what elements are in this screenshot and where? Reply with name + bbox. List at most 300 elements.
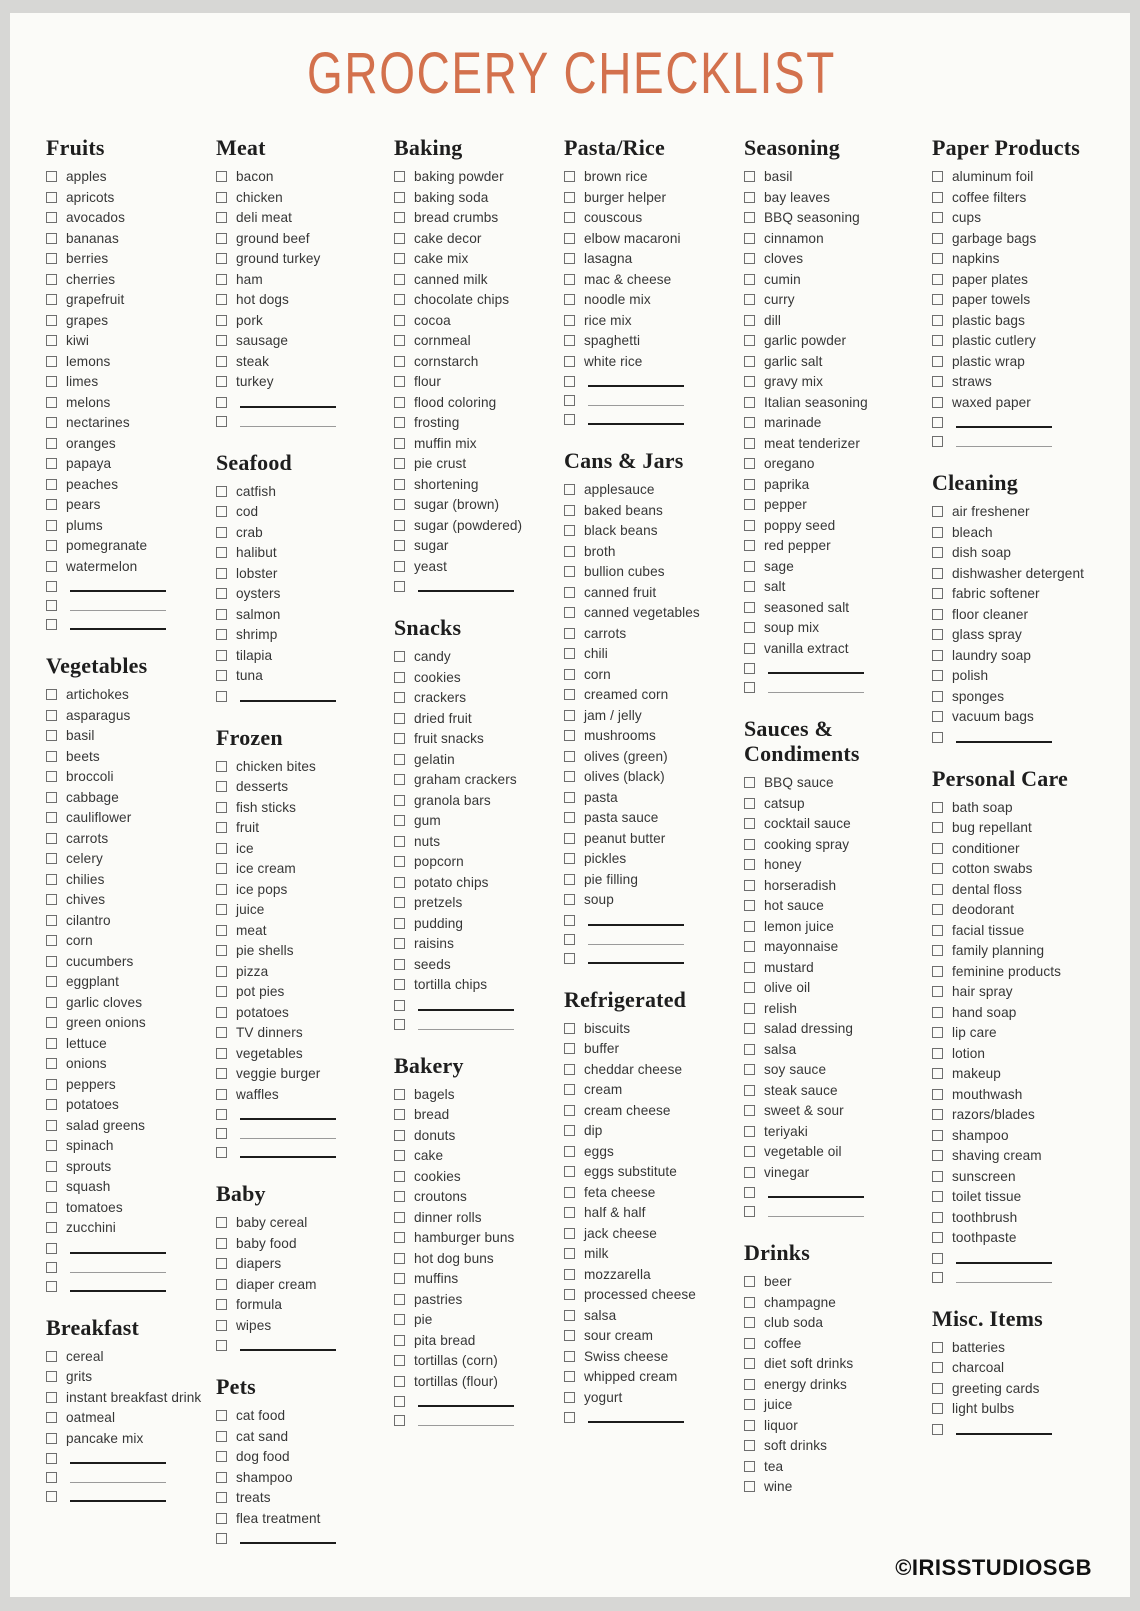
checkbox-icon[interactable] (932, 1048, 943, 1059)
checkbox-icon[interactable] (46, 1262, 57, 1273)
checkbox-icon[interactable] (46, 997, 57, 1008)
checkbox-icon[interactable] (564, 628, 575, 639)
checkbox-icon[interactable] (744, 397, 755, 408)
checkbox-icon[interactable] (932, 171, 943, 182)
checkbox-icon[interactable] (932, 904, 943, 915)
checkbox-icon[interactable] (46, 315, 57, 326)
checkbox-icon[interactable] (744, 1044, 755, 1055)
checkbox-icon[interactable] (394, 520, 405, 531)
write-in-line[interactable] (768, 1183, 864, 1198)
checkbox-icon[interactable] (564, 1146, 575, 1157)
checkbox-icon[interactable] (394, 1000, 405, 1011)
checkbox-icon[interactable] (216, 568, 227, 579)
checkbox-icon[interactable] (744, 798, 755, 809)
write-in-line[interactable] (240, 687, 336, 702)
checkbox-icon[interactable] (932, 1027, 943, 1038)
checkbox-icon[interactable] (744, 1379, 755, 1390)
write-in-line[interactable] (956, 728, 1052, 743)
checkbox-icon[interactable] (394, 815, 405, 826)
checkbox-icon[interactable] (744, 1146, 755, 1157)
checkbox-icon[interactable] (932, 1109, 943, 1120)
checkbox-icon[interactable] (932, 1342, 943, 1353)
write-in-line[interactable] (70, 577, 166, 592)
checkbox-icon[interactable] (564, 566, 575, 577)
checkbox-icon[interactable] (394, 315, 405, 326)
checkbox-icon[interactable] (394, 356, 405, 367)
checkbox-icon[interactable] (564, 233, 575, 244)
checkbox-icon[interactable] (394, 897, 405, 908)
checkbox-icon[interactable] (46, 1120, 57, 1131)
checkbox-icon[interactable] (394, 1130, 405, 1141)
checkbox-icon[interactable] (744, 1206, 755, 1217)
checkbox-icon[interactable] (932, 192, 943, 203)
checkbox-icon[interactable] (46, 619, 57, 630)
checkbox-icon[interactable] (932, 925, 943, 936)
checkbox-icon[interactable] (564, 1064, 575, 1075)
checkbox-icon[interactable] (932, 884, 943, 895)
checkbox-icon[interactable] (216, 609, 227, 620)
checkbox-icon[interactable] (744, 1064, 755, 1075)
checkbox-icon[interactable] (932, 1232, 943, 1243)
checkbox-icon[interactable] (564, 356, 575, 367)
checkbox-icon[interactable] (394, 233, 405, 244)
checkbox-icon[interactable] (564, 771, 575, 782)
checkbox-icon[interactable] (46, 1058, 57, 1069)
checkbox-icon[interactable] (46, 771, 57, 782)
checkbox-icon[interactable] (744, 1003, 755, 1014)
checkbox-icon[interactable] (564, 894, 575, 905)
checkbox-icon[interactable] (932, 335, 943, 346)
checkbox-icon[interactable] (394, 1314, 405, 1325)
write-in-line[interactable] (240, 1529, 336, 1544)
checkbox-icon[interactable] (46, 1161, 57, 1172)
checkbox-icon[interactable] (744, 274, 755, 285)
checkbox-icon[interactable] (46, 874, 57, 885)
checkbox-icon[interactable] (216, 1513, 227, 1524)
checkbox-icon[interactable] (744, 818, 755, 829)
checkbox-icon[interactable] (216, 1048, 227, 1059)
checkbox-icon[interactable] (216, 1068, 227, 1079)
checkbox-icon[interactable] (216, 925, 227, 936)
checkbox-icon[interactable] (564, 669, 575, 680)
checkbox-icon[interactable] (394, 692, 405, 703)
checkbox-icon[interactable] (564, 874, 575, 885)
checkbox-icon[interactable] (46, 751, 57, 762)
checkbox-icon[interactable] (216, 1279, 227, 1290)
checkbox-icon[interactable] (394, 959, 405, 970)
checkbox-icon[interactable] (216, 274, 227, 285)
checkbox-icon[interactable] (394, 192, 405, 203)
checkbox-icon[interactable] (46, 1017, 57, 1028)
checkbox-icon[interactable] (564, 274, 575, 285)
checkbox-icon[interactable] (564, 1228, 575, 1239)
checkbox-icon[interactable] (932, 1007, 943, 1018)
checkbox-icon[interactable] (46, 894, 57, 905)
checkbox-icon[interactable] (216, 966, 227, 977)
checkbox-icon[interactable] (216, 1410, 227, 1421)
checkbox-icon[interactable] (46, 689, 57, 700)
checkbox-icon[interactable] (46, 1371, 57, 1382)
checkbox-icon[interactable] (216, 1007, 227, 1018)
checkbox-icon[interactable] (46, 1281, 57, 1292)
checkbox-icon[interactable] (744, 1126, 755, 1137)
checkbox-icon[interactable] (216, 397, 227, 408)
checkbox-icon[interactable] (216, 253, 227, 264)
checkbox-icon[interactable] (46, 1412, 57, 1423)
checkbox-icon[interactable] (744, 561, 755, 572)
checkbox-icon[interactable] (394, 1191, 405, 1202)
checkbox-icon[interactable] (394, 1171, 405, 1182)
checkbox-icon[interactable] (394, 1150, 405, 1161)
checkbox-icon[interactable] (564, 689, 575, 700)
checkbox-icon[interactable] (46, 833, 57, 844)
checkbox-icon[interactable] (394, 1212, 405, 1223)
checkbox-icon[interactable] (564, 730, 575, 741)
checkbox-icon[interactable] (932, 986, 943, 997)
write-in-line[interactable] (768, 1202, 864, 1217)
checkbox-icon[interactable] (932, 1272, 943, 1283)
checkbox-icon[interactable] (744, 581, 755, 592)
checkbox-icon[interactable] (744, 458, 755, 469)
write-in-line[interactable] (240, 1124, 336, 1139)
checkbox-icon[interactable] (394, 1335, 405, 1346)
checkbox-icon[interactable] (394, 836, 405, 847)
checkbox-icon[interactable] (564, 1248, 575, 1259)
checkbox-icon[interactable] (932, 274, 943, 285)
checkbox-icon[interactable] (46, 1472, 57, 1483)
checkbox-icon[interactable] (216, 691, 227, 702)
checkbox-icon[interactable] (744, 1481, 755, 1492)
checkbox-icon[interactable] (932, 376, 943, 387)
checkbox-icon[interactable] (216, 863, 227, 874)
checkbox-icon[interactable] (46, 812, 57, 823)
checkbox-icon[interactable] (932, 1068, 943, 1079)
checkbox-icon[interactable] (744, 941, 755, 952)
write-in-line[interactable] (956, 1268, 1052, 1283)
checkbox-icon[interactable] (744, 212, 755, 223)
checkbox-icon[interactable] (216, 486, 227, 497)
checkbox-icon[interactable] (216, 294, 227, 305)
checkbox-icon[interactable] (564, 1084, 575, 1095)
checkbox-icon[interactable] (216, 1299, 227, 1310)
checkbox-icon[interactable] (216, 1027, 227, 1038)
checkbox-icon[interactable] (216, 1451, 227, 1462)
checkbox-icon[interactable] (932, 945, 943, 956)
checkbox-icon[interactable] (932, 588, 943, 599)
checkbox-icon[interactable] (744, 1105, 755, 1116)
checkbox-icon[interactable] (932, 1089, 943, 1100)
checkbox-icon[interactable] (744, 1358, 755, 1369)
checkbox-icon[interactable] (564, 484, 575, 495)
checkbox-icon[interactable] (744, 1167, 755, 1178)
write-in-line[interactable] (240, 1336, 336, 1351)
checkbox-icon[interactable] (744, 1399, 755, 1410)
checkbox-icon[interactable] (394, 1089, 405, 1100)
checkbox-icon[interactable] (932, 691, 943, 702)
write-in-line[interactable] (588, 1408, 684, 1423)
checkbox-icon[interactable] (46, 192, 57, 203)
checkbox-icon[interactable] (564, 376, 575, 387)
checkbox-icon[interactable] (216, 506, 227, 517)
checkbox-icon[interactable] (216, 1492, 227, 1503)
checkbox-icon[interactable] (932, 863, 943, 874)
checkbox-icon[interactable] (46, 935, 57, 946)
checkbox-icon[interactable] (394, 397, 405, 408)
checkbox-icon[interactable] (932, 1130, 943, 1141)
checkbox-icon[interactable] (46, 376, 57, 387)
checkbox-icon[interactable] (932, 732, 943, 743)
checkbox-icon[interactable] (46, 274, 57, 285)
checkbox-icon[interactable] (46, 253, 57, 264)
checkbox-icon[interactable] (564, 1330, 575, 1341)
checkbox-icon[interactable] (744, 335, 755, 346)
checkbox-icon[interactable] (932, 547, 943, 558)
checkbox-icon[interactable] (46, 1181, 57, 1192)
write-in-line[interactable] (956, 413, 1052, 428)
write-in-line[interactable] (588, 372, 684, 387)
write-in-line[interactable] (70, 596, 166, 611)
write-in-line[interactable] (70, 615, 166, 630)
checkbox-icon[interactable] (46, 1202, 57, 1213)
checkbox-icon[interactable] (932, 1403, 943, 1414)
write-in-line[interactable] (70, 1468, 166, 1483)
checkbox-icon[interactable] (46, 479, 57, 490)
checkbox-icon[interactable] (394, 1294, 405, 1305)
checkbox-icon[interactable] (216, 1128, 227, 1139)
write-in-line[interactable] (70, 1487, 166, 1502)
checkbox-icon[interactable] (744, 839, 755, 850)
checkbox-icon[interactable] (744, 294, 755, 305)
checkbox-icon[interactable] (932, 966, 943, 977)
checkbox-icon[interactable] (216, 843, 227, 854)
checkbox-icon[interactable] (564, 812, 575, 823)
write-in-line[interactable] (956, 1249, 1052, 1264)
checkbox-icon[interactable] (744, 253, 755, 264)
checkbox-icon[interactable] (744, 1338, 755, 1349)
checkbox-icon[interactable] (216, 376, 227, 387)
checkbox-icon[interactable] (46, 1243, 57, 1254)
checkbox-icon[interactable] (564, 648, 575, 659)
write-in-line[interactable] (418, 1411, 514, 1426)
checkbox-icon[interactable] (564, 1187, 575, 1198)
checkbox-icon[interactable] (394, 212, 405, 223)
write-in-line[interactable] (418, 577, 514, 592)
checkbox-icon[interactable] (932, 822, 943, 833)
checkbox-icon[interactable] (216, 802, 227, 813)
checkbox-icon[interactable] (46, 335, 57, 346)
checkbox-icon[interactable] (216, 192, 227, 203)
checkbox-icon[interactable] (932, 436, 943, 447)
checkbox-icon[interactable] (744, 417, 755, 428)
checkbox-icon[interactable] (564, 751, 575, 762)
checkbox-icon[interactable] (932, 315, 943, 326)
checkbox-icon[interactable] (564, 1207, 575, 1218)
checkbox-icon[interactable] (216, 629, 227, 640)
checkbox-icon[interactable] (46, 792, 57, 803)
checkbox-icon[interactable] (394, 1253, 405, 1264)
checkbox-icon[interactable] (744, 540, 755, 551)
checkbox-icon[interactable] (216, 1089, 227, 1100)
checkbox-icon[interactable] (932, 397, 943, 408)
write-in-line[interactable] (588, 391, 684, 406)
checkbox-icon[interactable] (46, 730, 57, 741)
checkbox-icon[interactable] (394, 672, 405, 683)
checkbox-icon[interactable] (564, 1392, 575, 1403)
write-in-line[interactable] (588, 930, 684, 945)
checkbox-icon[interactable] (394, 1019, 405, 1030)
checkbox-icon[interactable] (46, 417, 57, 428)
checkbox-icon[interactable] (394, 479, 405, 490)
checkbox-icon[interactable] (394, 499, 405, 510)
checkbox-icon[interactable] (46, 499, 57, 510)
checkbox-icon[interactable] (216, 761, 227, 772)
checkbox-icon[interactable] (932, 1212, 943, 1223)
checkbox-icon[interactable] (216, 781, 227, 792)
checkbox-icon[interactable] (744, 356, 755, 367)
checkbox-icon[interactable] (46, 1140, 57, 1151)
checkbox-icon[interactable] (932, 417, 943, 428)
checkbox-icon[interactable] (744, 1297, 755, 1308)
checkbox-icon[interactable] (394, 713, 405, 724)
checkbox-icon[interactable] (216, 1109, 227, 1120)
checkbox-icon[interactable] (46, 581, 57, 592)
checkbox-icon[interactable] (46, 956, 57, 967)
checkbox-icon[interactable] (744, 233, 755, 244)
checkbox-icon[interactable] (46, 561, 57, 572)
checkbox-icon[interactable] (932, 233, 943, 244)
checkbox-icon[interactable] (46, 356, 57, 367)
checkbox-icon[interactable] (744, 520, 755, 531)
checkbox-icon[interactable] (394, 938, 405, 949)
checkbox-icon[interactable] (216, 1340, 227, 1351)
checkbox-icon[interactable] (564, 1043, 575, 1054)
checkbox-icon[interactable] (46, 520, 57, 531)
checkbox-icon[interactable] (216, 945, 227, 956)
checkbox-icon[interactable] (46, 600, 57, 611)
checkbox-icon[interactable] (46, 1222, 57, 1233)
checkbox-icon[interactable] (564, 1125, 575, 1136)
checkbox-icon[interactable] (394, 438, 405, 449)
checkbox-icon[interactable] (564, 546, 575, 557)
checkbox-icon[interactable] (394, 253, 405, 264)
checkbox-icon[interactable] (216, 233, 227, 244)
checkbox-icon[interactable] (564, 335, 575, 346)
write-in-line[interactable] (240, 1105, 336, 1120)
checkbox-icon[interactable] (216, 1258, 227, 1269)
checkbox-icon[interactable] (216, 1533, 227, 1544)
checkbox-icon[interactable] (394, 918, 405, 929)
checkbox-icon[interactable] (394, 651, 405, 662)
checkbox-icon[interactable] (744, 602, 755, 613)
checkbox-icon[interactable] (216, 171, 227, 182)
checkbox-icon[interactable] (216, 212, 227, 223)
checkbox-icon[interactable] (932, 1383, 943, 1394)
checkbox-icon[interactable] (564, 1310, 575, 1321)
checkbox-icon[interactable] (216, 1217, 227, 1228)
checkbox-icon[interactable] (394, 1355, 405, 1366)
checkbox-icon[interactable] (216, 356, 227, 367)
checkbox-icon[interactable] (216, 1147, 227, 1158)
write-in-line[interactable] (956, 432, 1052, 447)
checkbox-icon[interactable] (744, 192, 755, 203)
checkbox-icon[interactable] (564, 212, 575, 223)
checkbox-icon[interactable] (564, 171, 575, 182)
checkbox-icon[interactable] (932, 1253, 943, 1264)
checkbox-icon[interactable] (744, 438, 755, 449)
checkbox-icon[interactable] (394, 540, 405, 551)
checkbox-icon[interactable] (216, 335, 227, 346)
checkbox-icon[interactable] (564, 1105, 575, 1116)
checkbox-icon[interactable] (46, 397, 57, 408)
checkbox-icon[interactable] (216, 588, 227, 599)
checkbox-icon[interactable] (564, 607, 575, 618)
write-in-line[interactable] (768, 678, 864, 693)
checkbox-icon[interactable] (564, 833, 575, 844)
checkbox-icon[interactable] (564, 192, 575, 203)
checkbox-icon[interactable] (744, 859, 755, 870)
checkbox-icon[interactable] (932, 1424, 943, 1435)
checkbox-icon[interactable] (216, 986, 227, 997)
checkbox-icon[interactable] (394, 774, 405, 785)
checkbox-icon[interactable] (394, 294, 405, 305)
checkbox-icon[interactable] (932, 294, 943, 305)
checkbox-icon[interactable] (216, 1472, 227, 1483)
checkbox-icon[interactable] (46, 1453, 57, 1464)
checkbox-icon[interactable] (394, 1232, 405, 1243)
checkbox-icon[interactable] (394, 1376, 405, 1387)
checkbox-icon[interactable] (564, 1023, 575, 1034)
checkbox-icon[interactable] (744, 479, 755, 490)
checkbox-icon[interactable] (932, 711, 943, 722)
checkbox-icon[interactable] (564, 587, 575, 598)
checkbox-icon[interactable] (394, 856, 405, 867)
write-in-line[interactable] (240, 1143, 336, 1158)
checkbox-icon[interactable] (744, 1085, 755, 1096)
checkbox-icon[interactable] (564, 395, 575, 406)
checkbox-icon[interactable] (932, 670, 943, 681)
checkbox-icon[interactable] (744, 499, 755, 510)
checkbox-icon[interactable] (46, 458, 57, 469)
checkbox-icon[interactable] (744, 921, 755, 932)
checkbox-icon[interactable] (564, 1289, 575, 1300)
write-in-line[interactable] (240, 393, 336, 408)
checkbox-icon[interactable] (394, 581, 405, 592)
checkbox-icon[interactable] (744, 1317, 755, 1328)
checkbox-icon[interactable] (394, 458, 405, 469)
checkbox-icon[interactable] (216, 884, 227, 895)
checkbox-icon[interactable] (394, 274, 405, 285)
checkbox-icon[interactable] (564, 294, 575, 305)
checkbox-icon[interactable] (744, 1187, 755, 1198)
checkbox-icon[interactable] (744, 376, 755, 387)
checkbox-icon[interactable] (564, 1269, 575, 1280)
checkbox-icon[interactable] (394, 795, 405, 806)
checkbox-icon[interactable] (216, 1238, 227, 1249)
checkbox-icon[interactable] (744, 1440, 755, 1451)
checkbox-icon[interactable] (46, 1351, 57, 1362)
checkbox-icon[interactable] (564, 853, 575, 864)
checkbox-icon[interactable] (932, 802, 943, 813)
checkbox-icon[interactable] (46, 853, 57, 864)
checkbox-icon[interactable] (564, 953, 575, 964)
checkbox-icon[interactable] (394, 877, 405, 888)
checkbox-icon[interactable] (564, 1412, 575, 1423)
checkbox-icon[interactable] (744, 622, 755, 633)
checkbox-icon[interactable] (744, 315, 755, 326)
checkbox-icon[interactable] (394, 1396, 405, 1407)
checkbox-icon[interactable] (932, 843, 943, 854)
checkbox-icon[interactable] (564, 1371, 575, 1382)
